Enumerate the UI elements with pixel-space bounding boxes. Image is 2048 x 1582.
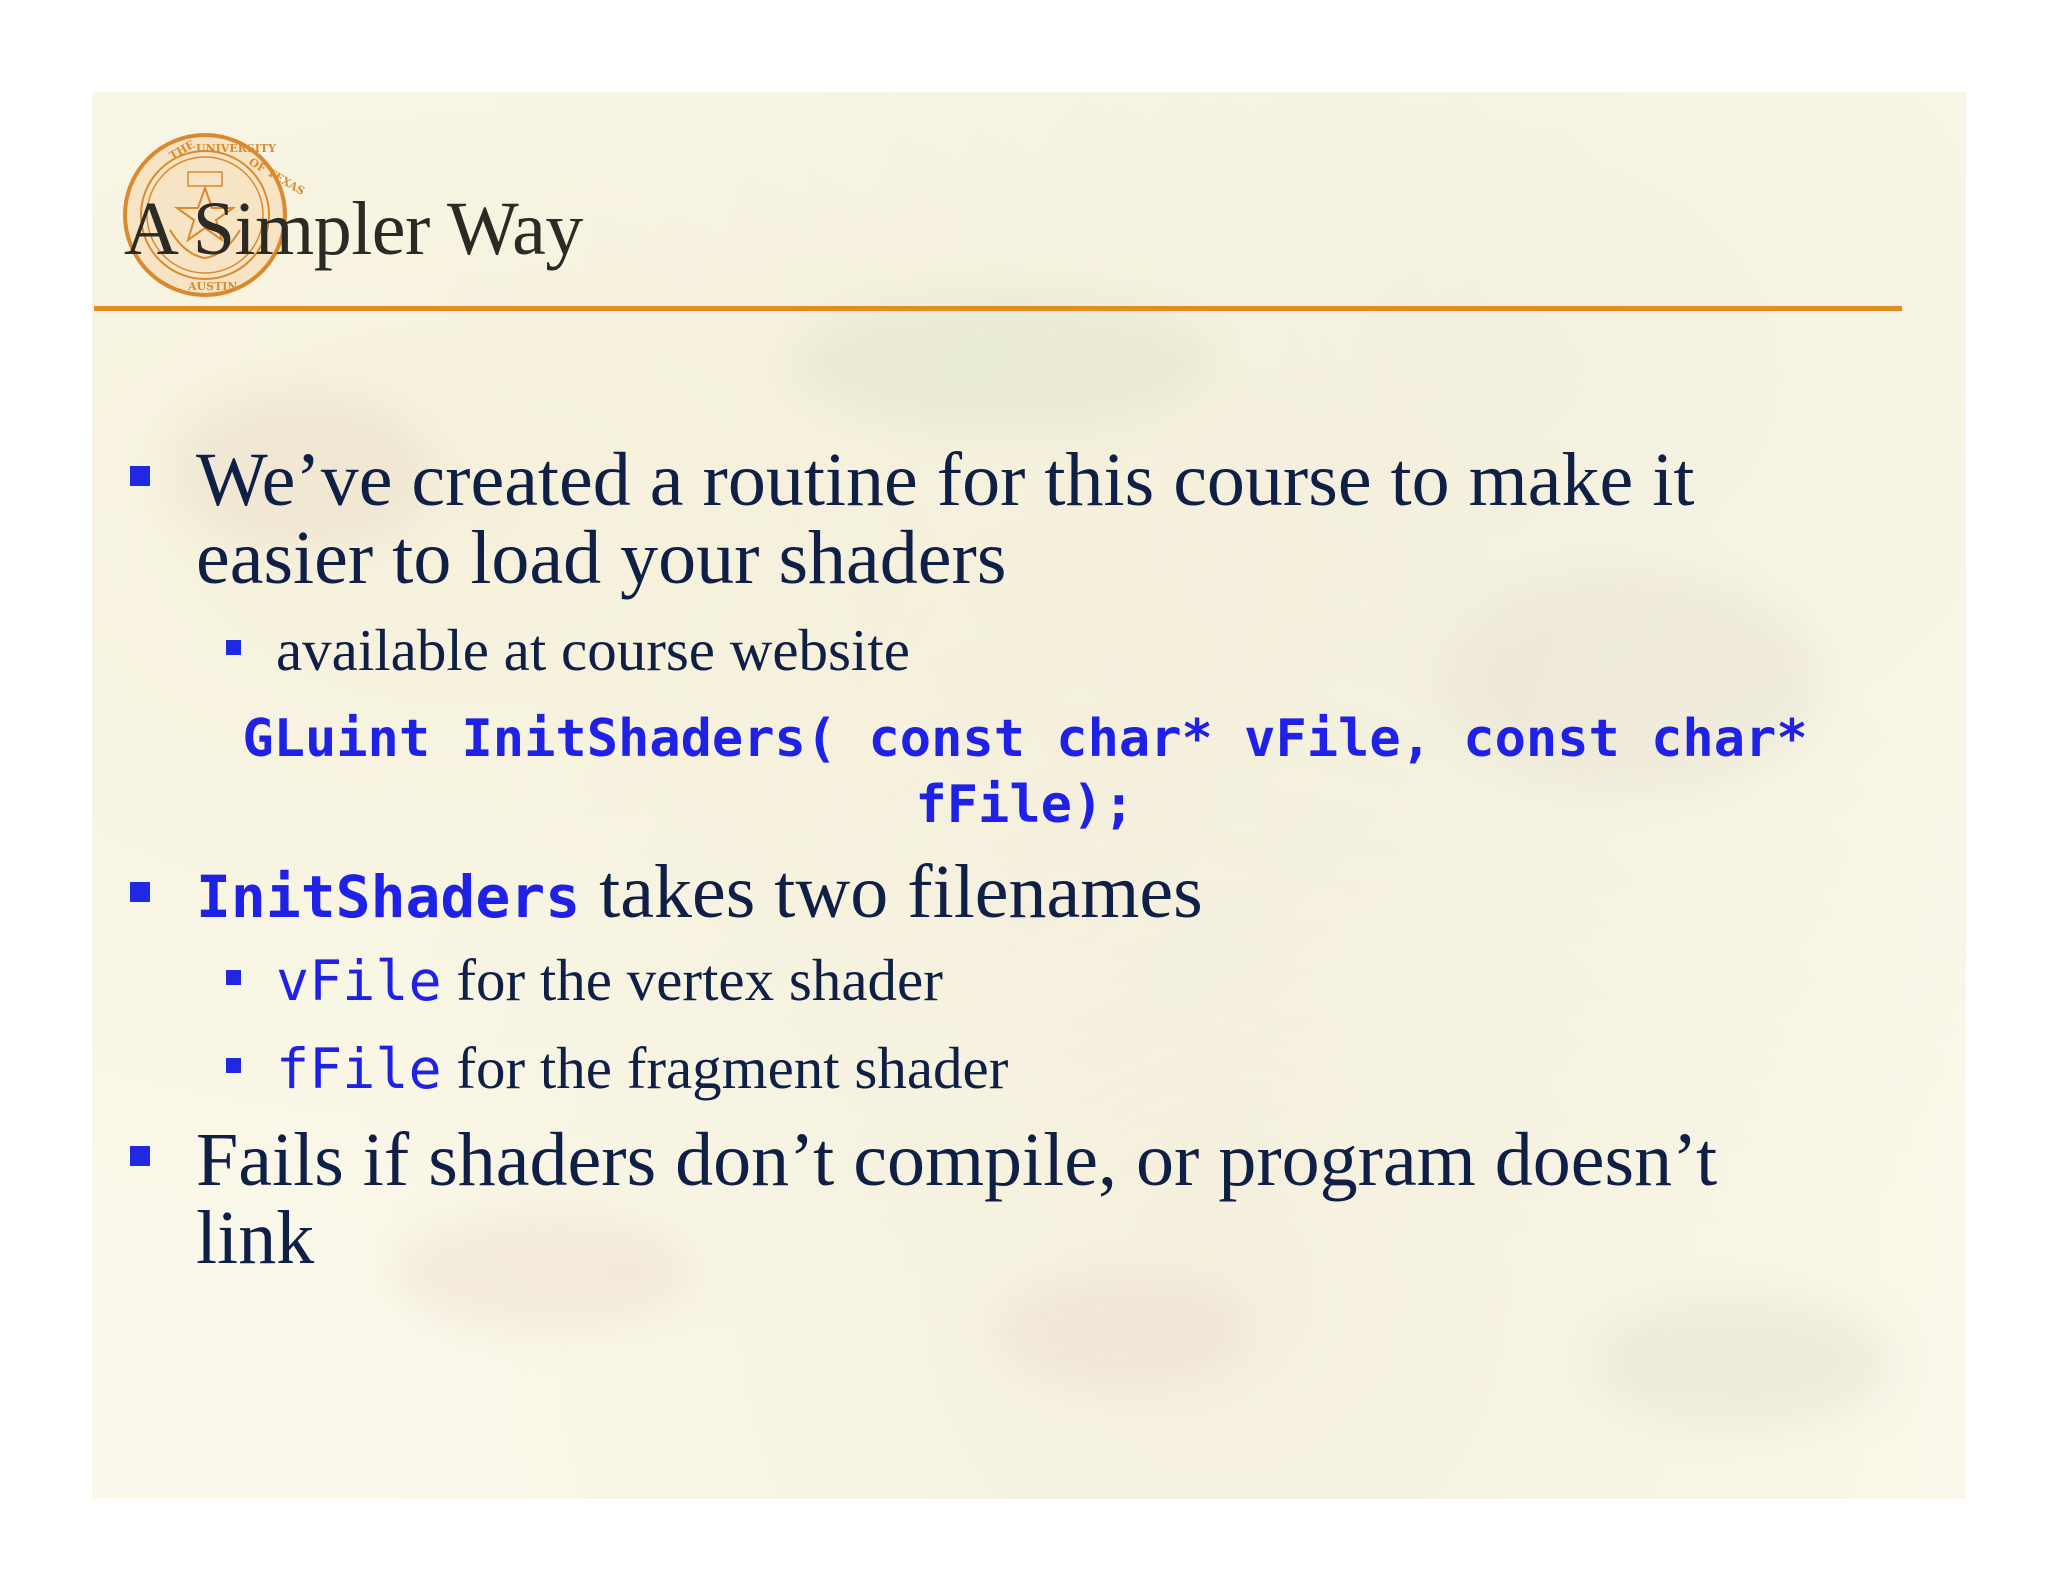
sub-bullet-marker (226, 640, 241, 655)
background-texture (792, 292, 1212, 432)
vfile-text: for the vertex shader (456, 947, 943, 1013)
background-texture (1592, 1292, 1892, 1432)
background-texture (992, 1272, 1252, 1392)
background-texture (392, 1212, 692, 1332)
bullet-marker (130, 1146, 150, 1166)
title-underline-rule (94, 306, 1902, 311)
bullet-1-line-2: easier to load your shaders (196, 516, 1007, 600)
bullet-3-line-1: Fails if shaders don’t compile, or program doesn’t (196, 1118, 1718, 1202)
code-signature (120, 706, 1930, 838)
vfile-code: vFile (276, 949, 442, 1013)
bullet-3-line-2: link (196, 1196, 315, 1280)
sub-bullet-marker (226, 970, 241, 985)
bullet-marker (130, 882, 150, 902)
bullet-1-line-1: We’ve created a routine for this course to make it (196, 438, 1695, 522)
bullet-2-text: takes two filenames (599, 850, 1203, 934)
svg-text:AUSTIN: AUSTIN (188, 280, 238, 293)
bullet-2 (196, 852, 1203, 937)
ffile-code: fFile (276, 1037, 442, 1101)
sub-bullet-ffile (276, 1036, 1008, 1101)
bullet-marker (130, 466, 150, 486)
svg-text:UNIVERSITY: UNIVERSITY (196, 142, 276, 155)
sub-bullet-marker (226, 1058, 241, 1073)
bullet-2-code: InitShaders (196, 863, 581, 931)
code-signature-line-2: fFile); (915, 775, 1135, 835)
ffile-text: for the fragment shader (456, 1035, 1009, 1101)
svg-text:THE: THE (167, 137, 197, 163)
svg-text:OF TEXAS: OF TEXAS (246, 155, 308, 198)
slide-title: A Simpler Way (124, 187, 583, 271)
sub-bullet-vfile (276, 948, 943, 1013)
sub-bullet-course-website: available at course website (276, 617, 910, 683)
code-signature-line-1: GLuint InitShaders( const char* vFile, const char* (242, 709, 1808, 769)
